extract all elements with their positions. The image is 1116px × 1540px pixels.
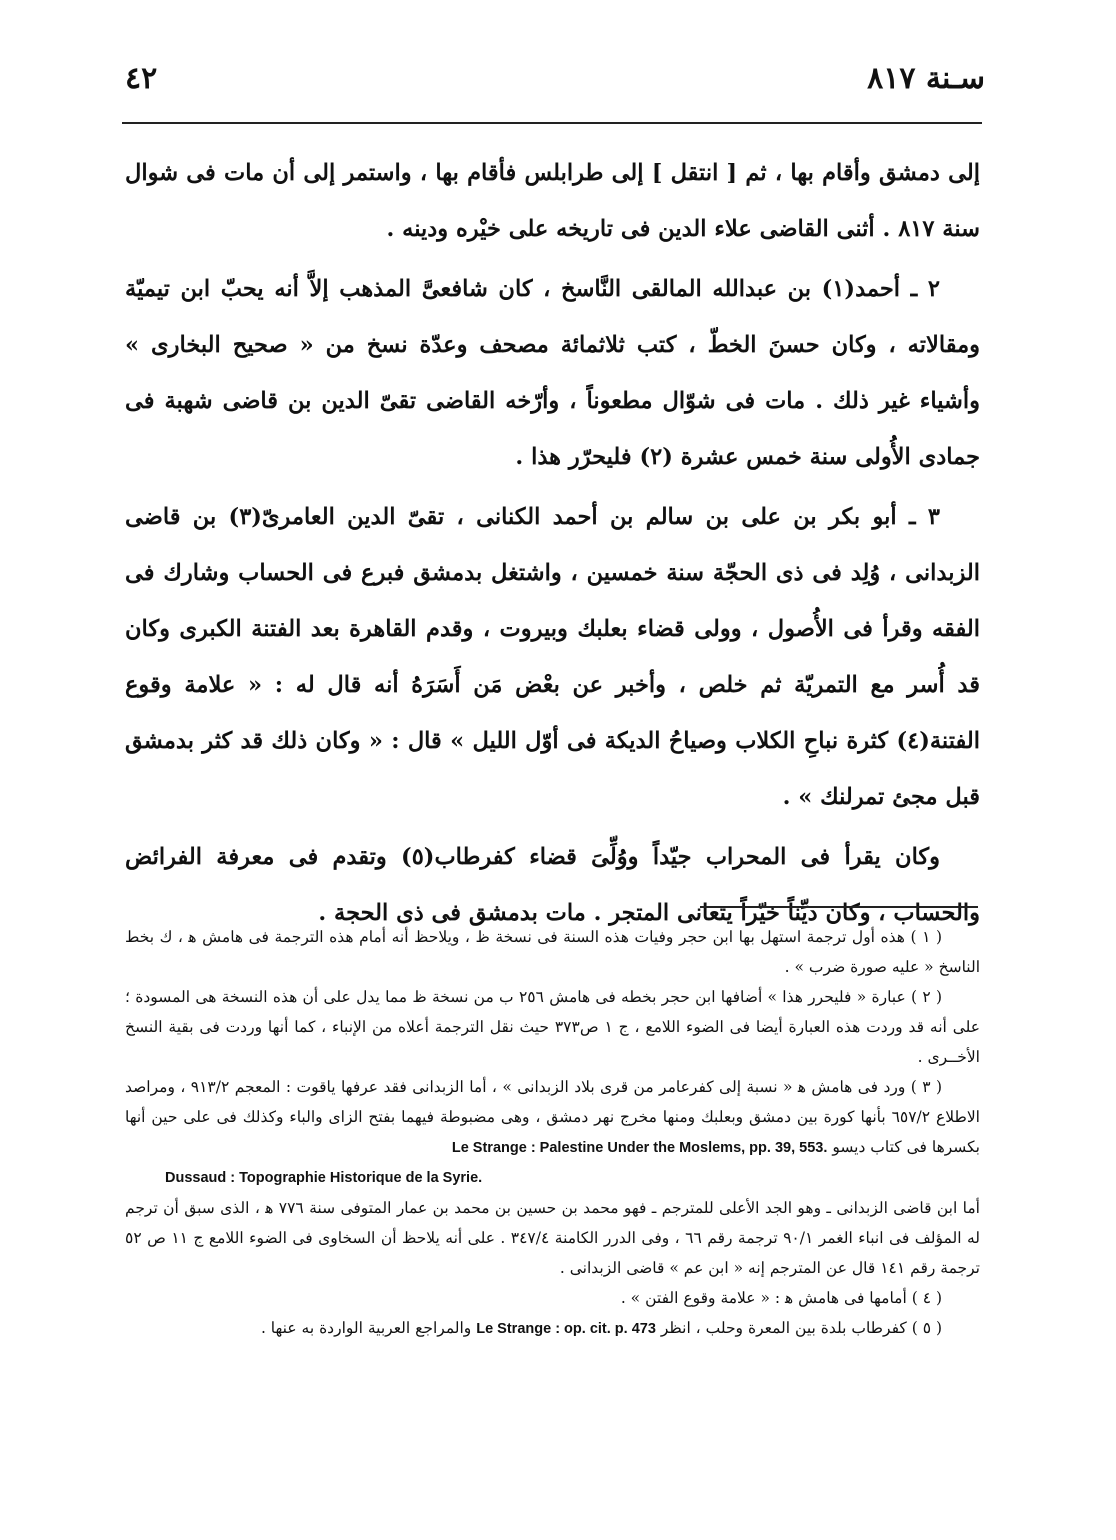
footnote: ( ١ ) هذه أول ترجمة استهل بها ابن حجر وفيات هذه السنة فى نسخة ظ ، ويلاحظ أنه أمام هذه الترجمة فى هامش ﻫ ، ك بخط الناسخ « عليه صورة ضرب » .: [125, 928, 980, 976]
footnote-text: ( ٣ ) ورد فى هامش ﻫ « نسبة إلى كفرعامر من قرى بلاد الزبدانى » ، أما الزبدانى فقد عرفها ياقوت : المعجم ٩١٣/٢ ، ومراصد الاطلاع ٦٥٧/٢ بأنها كورة بين دمشق وبعلبك ومنها مخرج نهر دمشق ، وهى مضبوطة فيهما بفتح الزاى والباء وكذلك فى: [125, 1078, 980, 1126]
footnote: ( ٤ ) أمامها فى هامش ﻫ : « علامة وقوع الفتن » .: [620, 1289, 942, 1307]
footnote-rule: [700, 906, 978, 908]
footnote-latin-ref: Dussaud : Topographie Historique de la Syrie.: [165, 1170, 483, 1186]
footnote-text: على حين أنها بكسرها فى كتاب ديسو: [125, 1108, 980, 1156]
footnotes: [125, 922, 980, 1344]
page-number: ٤٢: [125, 60, 158, 96]
footnote-text: والمراجع العربية الواردة به عنها .: [260, 1319, 472, 1337]
footnote: [125, 1072, 980, 1163]
page-header: [125, 58, 985, 98]
paragraph: إلى دمشق وأقام بها ، ثم [ انتقل ] إلى طرابلس فأقام بها ، واستمر إلى أن مات فى شوال سنة ٨١٧ . أثنى القاضى علاء الدين فى تاريخه على خيْره ودينه .: [125, 160, 980, 242]
header-rule: [122, 122, 982, 124]
main-text: [125, 145, 980, 945]
footnote-continuation: أما ابن قاضى الزبدانى ـ وهو الجد الأعلى للمترجم ـ فهو محمد بن حسين بن محمد بن عمار المتوفى سنة ٧٧٦ ﻫ ، الذى سبق أن ترجم له المؤلف فى انباء الغمر ٩٠/١ ترجمة رقم ٦٦ ، وفى الدرر الكامنة ٣٤٧/٤ . على أنه يلاحظ أن السخاوى فى الضوء اللامع ج ١١ ص ٥٢ ترجمة رقم ١٤١ قال عن المترجم إنه « ابن عم » قاضى الزبدانى .: [125, 1199, 981, 1277]
paragraph: ٢ ـ أحمد(١) بن عبدالله المالقى النَّاسخ ، كان شافعىَّ المذهب إلاَّ أنه يحبّ ابن تيميّة ومقالاته ، وكان حسنَ الخطّ ، كتب ثلاثمائة مصحف وعدّة نسخ من « صحيح البخارى » وأشياء غير ذلك . مات فى شوّال مطعوناً ، وأرّخه القاضى تقىّ الدين بن قاضى شهبة فى جمادى الأُولى سنة خمس عشرة (٢) فليحرّر هذا .: [125, 276, 980, 470]
running-head: سـنة ٨١٧: [867, 60, 985, 96]
paragraph: ٣ ـ أبو بكر بن على بن سالم بن أحمد الكنانى ، تقىّ الدين العامرىّ(٣) بن قاضى الزبدانى ، وُلِد فى ذى الحجّة سنة خمسين ، واشتغل بدمشق فبرع فى الحساب وشارك فى الفقه وقرأ فى الأُصول ، وولى قضاء بعلبك وبيروت ، وقدم القاهرة بعد الفتنة الكبرى وكان قد أُسر مع التمريّة ثم خلص ، وأخبر عن بعْض مَن أَسَرَهُ أنه قال له : « علامة وقوع الفتنة(٤) كثرة نباحِ الكلاب وصياحُ الديكة فى أوّل الليل » قال : « وكان ذلك قد كثر بدمشق قبل مجئ تمرلنك » .: [125, 504, 980, 810]
paragraph: وكان يقرأ فى المحراب جيّداً ووُلِّىَ قضاء كفرطاب(٥) وتقدم فى معرفة الفرائض والحساب ، وكان ديِّناً خيّراً يتعانى المتجر . مات بدمشق فى ذى الحجة .: [125, 844, 980, 926]
footnote-latin-ref: Le Strange : Palestine Under the Moslems, pp. 39, 553.: [451, 1140, 828, 1156]
footnote-latin-ref: Le Strange : op. cit. p. 473: [476, 1321, 656, 1337]
footnote: [125, 1313, 980, 1344]
footnote-text: ( ٥ ) كفرطاب بلدة بين المعرة وحلب ، انظر: [660, 1319, 942, 1337]
footnote: ( ٢ ) عبارة « فليحرر هذا » أضافها ابن حجر بخطه فى هامش ٢٥٦ ب من نسخة ظ مما يدل على أن هذه النسخة هى المسودة ؛ على أنه قد وردت هذه العبارة أيضا فى الضوء اللامع ، ج ١ ص٣٧٣ حيث نقل الترجمة أعلاه من الإنباء ، كما أنها وردت فى بقية النسخ الأخــرى .: [125, 988, 980, 1066]
